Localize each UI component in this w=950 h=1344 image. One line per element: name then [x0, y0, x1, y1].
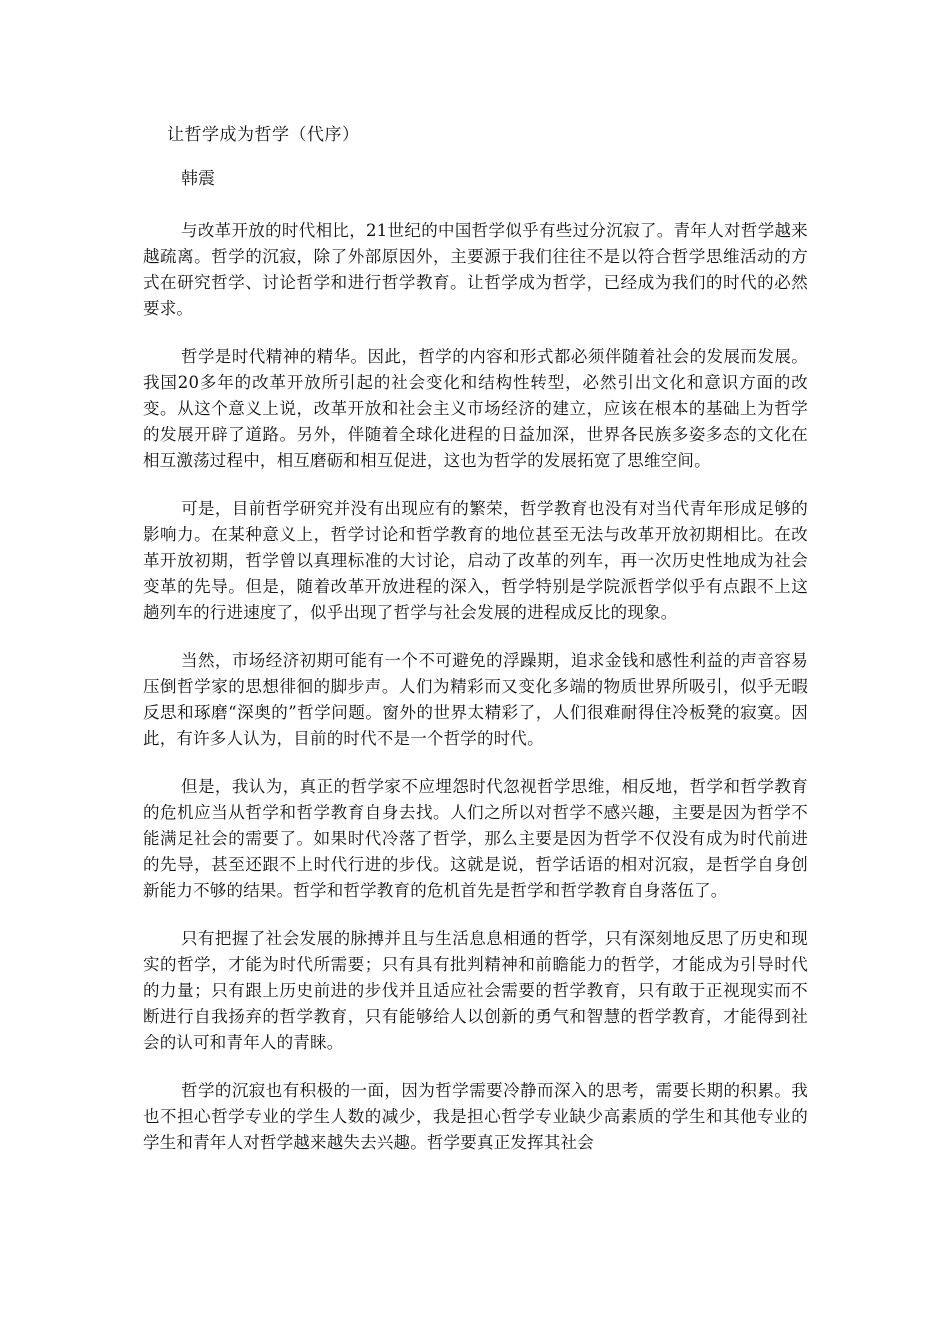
document-page [143, 122, 808, 1178]
paragraph-1: 与改革开放的时代相比，21世纪的中国哲学似乎有些过分沉寂了。青年人对哲学越来越疏离。哲学的沉寂，除了外部原因外，主要源于我们往往不是以符合哲学思维活动的方式在研究哲学、讨论哲学和进行哲学教育。让哲学成为哲学，已经成为我们的时代的必然要求。 [143, 221, 808, 318]
paragraph-7: 哲学的沉寂也有积极的一面，因为哲学需要冷静而深入的思考，需要长期的积累。我也不担心哲学专业的学生人数的减少，我是担心哲学专业缺少高素质的学生和其他专业的学生和青年人对哲学越来越失去兴趣。哲学要真正发挥其社会 [143, 1081, 808, 1152]
document-title: 让哲学成为哲学（代序） [167, 125, 360, 145]
document-author: 韩震 [181, 169, 215, 189]
paragraph-2: 哲学是时代精神的精华。因此，哲学的内容和形式都必须伴随着社会的发展而发展。我国20多年的改革开放所引起的社会变化和结构性转型，必然引出文化和意识方面的改变。从这个意义上说，改革开放和社会主义市场经济的建立，应该在根本的基础上为哲学的发展开辟了道路。另外，伴随着全球化进程的日益加深，世界各民族多姿多态的文化在相互激荡过程中，相互磨砺和相互促进，这也为哲学的发展拓宽了思维空间。 [143, 347, 808, 470]
paragraph-6: 只有把握了社会发展的脉搏并且与生活息息相通的哲学，只有深刻地反思了历史和现实的哲学，才能为时代所需要；只有具有批判精神和前瞻能力的哲学，才能成为引导时代的力量；只有跟上历史前进的步伐并且适应社会需要的哲学教育，只有敢于正视现实而不断进行自我扬弃的哲学教育，只有能够给人以创新的勇气和智慧的哲学教育，才能得到社会的认可和青年人的青睐。 [143, 929, 808, 1052]
paragraph-4: 当然，市场经济初期可能有一个不可避免的浮躁期，追求金钱和感性利益的声音容易压倒哲学家的思想徘徊的脚步声。人们为精彩而又变化多端的物质世界所吸引，似乎无暇反思和琢磨“深奥的”哲学问题。窗外的世界太精彩了，人们很难耐得住冷板凳的寂寞。因此，有许多人认为，目前的时代不是一个哲学的时代。 [143, 651, 808, 748]
paragraph-5: 但是，我认为，真正的哲学家不应埋怨时代忽视哲学思维，相反地，哲学和哲学教育的危机应当从哲学和哲学教育自身去找。人们之所以对哲学不感兴趣，主要是因为哲学不能满足社会的需要了。如果时代冷落了哲学，那么主要是因为哲学不仅没有成为时代前进的先导，甚至还跟不上时代行进的步伐。这就是说，哲学话语的相对沉寂，是哲学自身创新能力不够的结果。哲学和哲学教育的危机首先是哲学和哲学教育自身落伍了。 [143, 777, 808, 900]
paragraph-3: 可是，目前哲学研究并没有出现应有的繁荣，哲学教育也没有对当代青年形成足够的影响力。在某种意义上，哲学讨论和哲学教育的地位甚至无法与改革开放初期相比。在改革开放初期，哲学曾以真理标准的大讨论，启动了改革的列车，再一次历史性地成为社会变革的先导。但是，随着改革开放进程的深入，哲学特别是学院派哲学似乎有点跟不上这趟列车的行进速度了，似乎出现了哲学与社会发展的进程成反比的现象。 [143, 499, 808, 622]
